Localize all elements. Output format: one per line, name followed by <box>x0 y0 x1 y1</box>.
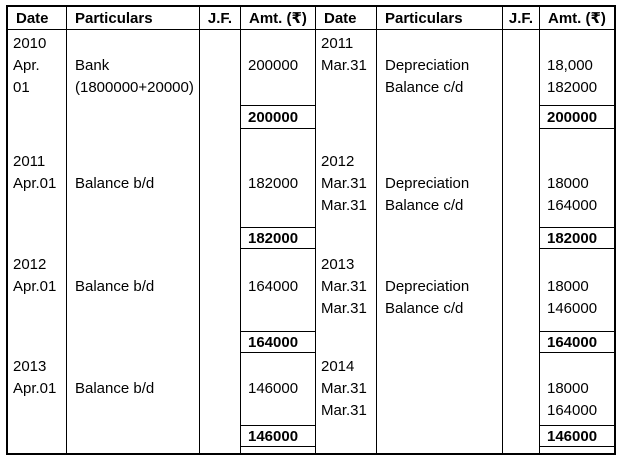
date-line: Mar.31 <box>321 278 367 295</box>
spacer-cell <box>8 105 67 129</box>
spacer-cell <box>8 425 67 447</box>
date-line: 2012 <box>13 256 47 273</box>
particulars-line: Balance b/d <box>75 380 155 397</box>
header-date-left: Date <box>8 7 67 30</box>
entry-right-date <box>316 30 377 105</box>
entry-left-amt <box>241 249 316 331</box>
date-line: 2013 <box>321 256 355 273</box>
particulars-line: Bank <box>75 57 110 74</box>
filler-cell <box>200 447 241 453</box>
header-particulars-right: Particulars <box>377 7 503 30</box>
spacer-cell <box>316 105 377 129</box>
spacer-cell <box>8 227 67 249</box>
total-amount-right: 146000 <box>540 425 614 447</box>
header-amount-right: Amt. (₹) <box>540 7 614 30</box>
date-line: Mar.31 <box>321 300 367 317</box>
entry-right-particulars <box>377 249 503 331</box>
filler-cell <box>377 447 503 453</box>
amt-line: 18000 <box>547 175 589 192</box>
amt-line <box>547 356 614 378</box>
spacer-cell <box>8 331 67 353</box>
entry-right-amt <box>540 129 614 227</box>
date-line: 2014 <box>321 358 355 375</box>
filler-cell <box>241 447 316 453</box>
spacer-cell <box>503 331 540 353</box>
date-line: Mar.31 <box>321 380 367 397</box>
amt-line: 164000 <box>547 402 598 419</box>
amt-line: 18000 <box>547 380 589 397</box>
entry-left-jf <box>200 30 241 105</box>
spacer-cell <box>503 227 540 249</box>
particulars-line: (1800000+20000) <box>75 79 194 96</box>
entry-left-jf <box>200 129 241 227</box>
amt-line <box>248 33 315 55</box>
spacer-cell <box>67 425 200 447</box>
entry-right-date <box>316 353 377 425</box>
amt-line <box>248 151 315 173</box>
particulars-line: Balance c/d <box>385 197 464 214</box>
ledger-grid <box>6 5 616 455</box>
total-amount-left: 164000 <box>241 331 316 353</box>
entry-right-jf <box>503 129 540 227</box>
date-line: 01 <box>13 79 30 96</box>
entry-left-amt <box>241 353 316 425</box>
entry-right-date <box>316 249 377 331</box>
entry-left-date <box>8 30 67 105</box>
particulars-line <box>75 151 199 173</box>
amt-line: 182000 <box>547 79 598 96</box>
entry-right-particulars <box>377 30 503 105</box>
entry-left-jf <box>200 353 241 425</box>
entry-left-date <box>8 249 67 331</box>
filler-cell <box>540 447 614 453</box>
amt-line: 18,000 <box>547 57 593 74</box>
particulars-line: Balance b/d <box>75 278 155 295</box>
particulars-line <box>385 151 502 173</box>
amt-line: 164000 <box>547 197 598 214</box>
date-line: Mar.31 <box>321 175 367 192</box>
date-line: 2011 <box>13 153 46 170</box>
spacer-cell <box>200 425 241 447</box>
particulars-line <box>75 33 199 55</box>
total-amount-right: 164000 <box>540 331 614 353</box>
entry-left-particulars <box>67 249 200 331</box>
particulars-line <box>385 254 502 276</box>
spacer-cell <box>200 105 241 129</box>
particulars-line: Balance b/d <box>75 175 155 192</box>
header-jf-left: J.F. <box>200 7 241 30</box>
date-line: Mar.31 <box>321 402 367 419</box>
entry-right-particulars <box>377 353 503 425</box>
entry-right-amt <box>540 249 614 331</box>
date-line: 2011 <box>321 35 354 52</box>
entry-right-amt <box>540 30 614 105</box>
amt-line: 200000 <box>248 57 299 74</box>
entry-right-date <box>316 129 377 227</box>
particulars-line: Depreciation <box>385 57 470 74</box>
spacer-cell <box>503 425 540 447</box>
entry-right-jf <box>503 249 540 331</box>
amt-line <box>248 356 315 378</box>
date-line: Apr.01 <box>13 380 57 397</box>
date-line: Apr. <box>13 57 40 74</box>
date-line: Mar.31 <box>321 197 367 214</box>
spacer-cell <box>200 227 241 249</box>
total-amount-left: 182000 <box>241 227 316 249</box>
amt-line: 18000 <box>547 278 589 295</box>
date-line: 2012 <box>321 153 355 170</box>
particulars-line: Depreciation <box>385 278 470 295</box>
header-particulars-left: Particulars <box>67 7 200 30</box>
header-amount-left: Amt. (₹) <box>241 7 316 30</box>
spacer-cell <box>67 331 200 353</box>
amt-line: 164000 <box>248 278 299 295</box>
amt-line <box>547 33 614 55</box>
date-line: Mar.31 <box>321 57 367 74</box>
filler-cell <box>503 447 540 453</box>
spacer-cell <box>67 105 200 129</box>
date-line: 2013 <box>13 358 47 375</box>
entry-left-date <box>8 353 67 425</box>
header-jf-right: J.F. <box>503 7 540 30</box>
spacer-cell <box>377 425 503 447</box>
entry-right-particulars <box>377 129 503 227</box>
spacer-cell <box>377 227 503 249</box>
particulars-line <box>75 356 199 378</box>
entry-left-particulars <box>67 353 200 425</box>
date-line: 2010 <box>13 35 47 52</box>
spacer-cell <box>316 227 377 249</box>
particulars-line: Balance c/d <box>385 79 464 96</box>
entry-left-amt <box>241 129 316 227</box>
total-amount-right: 182000 <box>540 227 614 249</box>
entry-right-jf <box>503 30 540 105</box>
filler-cell <box>316 447 377 453</box>
spacer-cell <box>200 331 241 353</box>
particulars-line: Balance c/d <box>385 300 464 317</box>
total-amount-left: 146000 <box>241 425 316 447</box>
amt-line: 182000 <box>248 175 299 192</box>
entry-left-jf <box>200 249 241 331</box>
amt-line <box>547 254 614 276</box>
total-amount-right: 200000 <box>540 105 614 129</box>
spacer-cell <box>316 331 377 353</box>
filler-cell <box>67 447 200 453</box>
amt-line: 146000 <box>547 300 598 317</box>
entry-left-amt <box>241 30 316 105</box>
spacer-cell <box>67 227 200 249</box>
entry-right-jf <box>503 353 540 425</box>
particulars-line <box>75 254 199 276</box>
date-line: Apr.01 <box>13 175 57 192</box>
header-date-right: Date <box>316 7 377 30</box>
amt-line <box>547 151 614 173</box>
total-amount-left: 200000 <box>241 105 316 129</box>
spacer-cell <box>503 105 540 129</box>
amt-line: 146000 <box>248 380 299 397</box>
date-line: Apr.01 <box>13 278 57 295</box>
entry-right-amt <box>540 353 614 425</box>
particulars-line <box>385 33 502 55</box>
spacer-cell <box>377 331 503 353</box>
entry-left-particulars <box>67 129 200 227</box>
filler-cell <box>8 447 67 453</box>
entry-left-particulars <box>67 30 200 105</box>
particulars-line: Depreciation <box>385 175 470 192</box>
entry-left-date <box>8 129 67 227</box>
spacer-cell <box>377 105 503 129</box>
spacer-cell <box>316 425 377 447</box>
amt-line <box>248 254 315 276</box>
